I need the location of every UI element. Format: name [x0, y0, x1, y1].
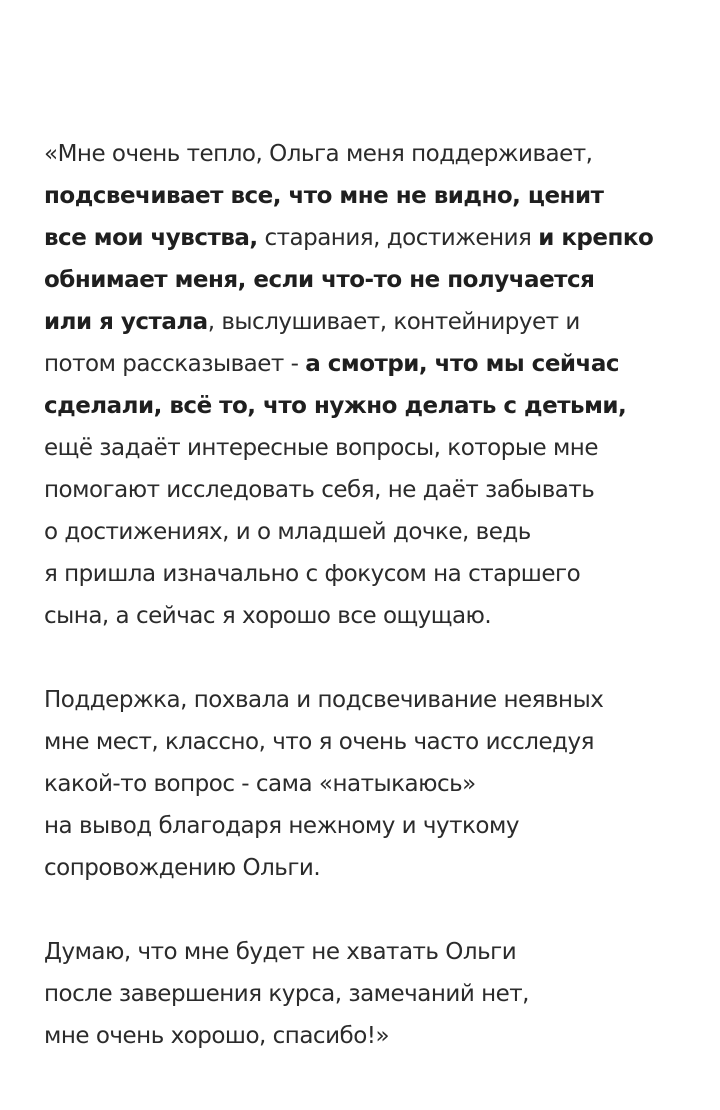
text-line: [44, 301, 720, 343]
bold-text-segment: подсвечивает все, что мне не видно, ценит: [44, 183, 604, 209]
text-line: [44, 973, 720, 1015]
testimonial-paragraph: [44, 133, 720, 637]
text-line: [44, 931, 720, 973]
bold-text-segment: все мои чувства,: [44, 225, 258, 251]
text-line: [44, 511, 720, 553]
bold-text-segment: а смотри, что мы сейчас: [305, 351, 619, 377]
paragraph-gap: [44, 637, 720, 679]
text-segment: Поддержка, похвала и подсвечивание неявных: [44, 687, 604, 713]
text-segment: я пришла изначально с фокусом на старшего: [44, 561, 581, 587]
text-segment: какой-то вопрос - сама «натыкаюсь»: [44, 771, 476, 797]
text-line: [44, 385, 720, 427]
text-line: [44, 217, 720, 259]
text-line: [44, 1015, 720, 1057]
text-line: [44, 259, 720, 301]
bold-text-segment: сделали, всё то, что нужно делать с детьми,: [44, 393, 627, 419]
text-segment: о достижениях, и о младшей дочке, ведь: [44, 519, 531, 545]
text-segment: мне мест, классно, что я очень часто исследуя: [44, 729, 595, 755]
text-line: [44, 175, 720, 217]
paragraph-gap: [44, 889, 720, 931]
text-line: [44, 595, 720, 637]
text-segment: «Мне очень тепло, Ольга меня поддерживает,: [44, 141, 593, 167]
text-segment: Думаю, что мне будет не хватать Ольги: [44, 939, 517, 965]
text-segment: после завершения курса, замечаний нет,: [44, 981, 529, 1007]
text-segment: , выслушивает, контейнирует и: [207, 309, 580, 335]
text-segment: сына, а сейчас я хорошо все ощущаю.: [44, 603, 492, 629]
bold-text-segment: обнимает меня, если что-то не получается: [44, 267, 595, 293]
bold-text-segment: или я устала: [44, 309, 208, 335]
text-line: [44, 847, 720, 889]
testimonial-paragraph: [44, 931, 720, 1057]
text-segment: мне очень хорошо, спасибо!»: [44, 1023, 390, 1049]
text-segment: помогают исследовать себя, не даёт забывать: [44, 477, 595, 503]
testimonial-paragraph: [44, 679, 720, 889]
text-segment: ещё задаёт интересные вопросы, которые мне: [44, 435, 598, 461]
text-line: [44, 553, 720, 595]
text-line: [44, 721, 720, 763]
bold-text-segment: и крепко: [538, 225, 654, 251]
text-line: [44, 679, 720, 721]
text-line: [44, 469, 720, 511]
text-line: [44, 805, 720, 847]
text-line: [44, 343, 720, 385]
text-segment: сопровождению Ольги.: [44, 855, 321, 881]
text-segment: потом рассказывает -: [44, 351, 306, 377]
text-segment: на вывод благодаря нежному и чуткому: [44, 813, 519, 839]
text-line: [44, 763, 720, 805]
text-line: [44, 133, 720, 175]
text-segment: старания, достижения: [257, 225, 539, 251]
testimonial-text: [44, 133, 720, 1057]
text-line: [44, 427, 720, 469]
